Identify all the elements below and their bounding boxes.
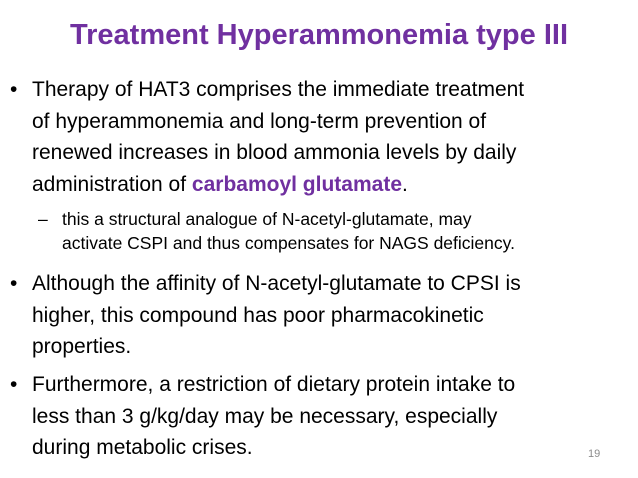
bullet-text-3: Furthermore, a restriction of dietary protein intake to less than 3 g/kg/day may be necessary, especially during metabolic crises. — [32, 373, 516, 459]
page-number: 19 — [588, 448, 601, 460]
slide-title: Treatment Hyperammonemia type III — [70, 19, 568, 51]
dash-glyph: – — [38, 209, 48, 229]
bullet-glyph: • — [10, 78, 18, 101]
bullet-glyph: • — [10, 373, 18, 396]
bullet-glyph: • — [10, 272, 18, 295]
highlight-carbamoyl-glutamate: carbamoyl glutamate — [191, 172, 402, 196]
bullet-text-1-tail: . — [402, 172, 408, 196]
bullet-text-1 — [32, 74, 620, 200]
bullet-text-2: Although the affinity of N-acetyl-glutamate to CPSI is higher, this compound has poor pharmacokinetic properties. — [32, 272, 521, 358]
sub-bullet-text-1: this a structural analogue of N-acetyl-glutamate, may activate CSPI and thus compensates for NAGS deficiency. — [62, 209, 515, 253]
bullet-text-1-lead: Therapy of HAT3 comprises the immediate treatment of hyperammonemia and long-term prevention of renewed increases in blood ammonia levels by daily administration of — [32, 78, 525, 196]
